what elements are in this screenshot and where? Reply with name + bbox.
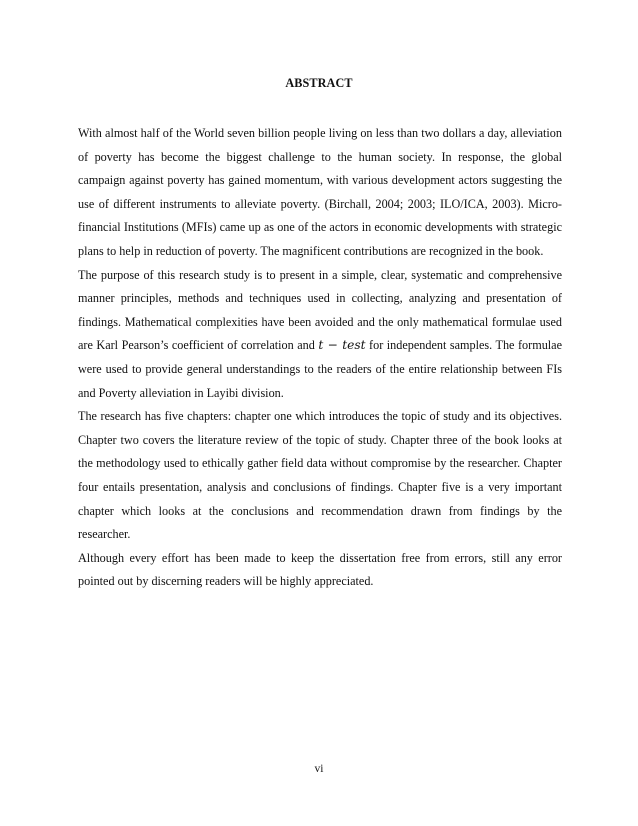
purpose-text-after-formula: for independent samples. The formulae were used to provide general understandings to the readers of the entire relationship between FIs and Poverty alleviation in Layibi division.: [78, 338, 562, 400]
abstract-heading: ABSTRACT: [285, 76, 353, 90]
purpose-text-before-formula: The purpose of this research study is to present in a simple, clear, systematic and comprehensive manner principles, methods and techniques used in collecting, analyzing and presentation of findings. Mathematical complexities have been avoided and the only mathematical formulae used are Karl Pearson’s coefficient of correlation and: [78, 267, 562, 353]
paragraph-errors: Although every effort has been made to keep the dissertation free from errors, still any error pointed out by discerning readers will be highly appreciated.: [78, 550, 562, 589]
page-number: vi: [314, 763, 324, 775]
paragraph-purpose: [78, 264, 562, 406]
paragraph-poverty-context: With almost half of the World seven billion people living on less than two dollars a day, alleviation of poverty has become the biggest challenge to the human society. In response, the global campaign against poverty has gained momentum, with various development actors suggesting the use of different instruments to alleviate poverty. (Birchall, 2004; 2003; ILO/ICA, 2003). Micro-financial Institutions (MFIs) came up as one of the actors in economic developments with strategic plans to help in reduction of poverty. The magnificent contributions are recognized in the book.: [78, 126, 562, 258]
paragraph-chapters: The research has five chapters: chapter one which introduces the topic of study and its objectives. Chapter two covers the literature review of the topic of study. Chapter three of the book looks at the methodology used to ethically gather field data without compromise by the researcher. Chapter four entails presentation, analysis and conclusions of findings. Chapter five is a very important chapter which looks at the conclusions and recommendation drawn from findings by the researcher.: [78, 409, 562, 542]
t-test-formula: t − test: [318, 338, 366, 353]
abstract-body: [78, 122, 562, 594]
